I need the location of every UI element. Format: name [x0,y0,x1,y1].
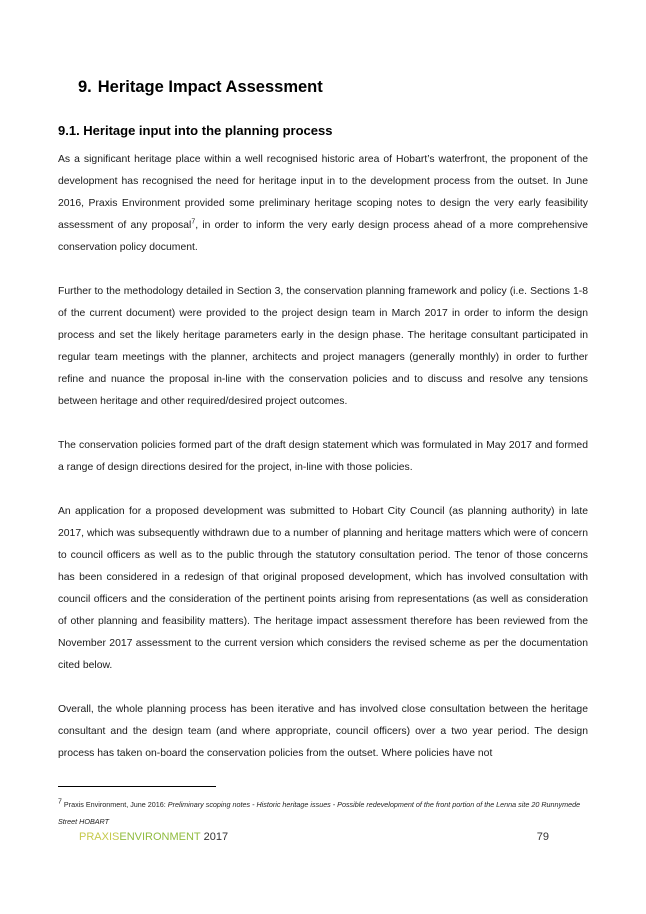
page-number: 79 [536,831,549,843]
page-footer [79,831,549,843]
section-title: Heritage Impact Assessment [97,78,323,96]
paragraph-2: Further to the methodology detailed in Section 3, the conservation planning framework and policy (i.e. Sections 1-8 of the current document) were provided to the project design team in March 2017 in order to inform the design process and set the likely heritage parameters early in the design phase. The heritage consultant participated in regular team meetings with the planner, architects and project managers (generally monthly) in order to further refine and nuance the proposal in-line with the conservation policies and to discuss and resolve any tensions between heritage and other required/desired project outcomes. [58,286,588,407]
paragraph-4: An application for a proposed development was submitted to Hobart City Council (as planning authority) in late 2017, which was subsequently withdrawn due to a number of planning and heritage matters which were of concern to council officers as well as to the public through the statutory consultation period. The tenor of those concerns has been considered in a redesign of that original proposed development, which has involved consultation with council officers and the consideration of the pertinent points arising from representations (as well as consideration of other planning and feasibility matters). The heritage impact assessment therefore has been reviewed from the November 2017 assessment to the current version which considers the revised scheme as per the documentation cited below. [58,506,588,671]
section-number: 9. [78,78,92,96]
section-heading [78,78,323,97]
footer-year: 2017 [203,831,229,843]
paragraph-1 [58,149,588,259]
subsection-heading: 9.1. Heritage input into the planning process [58,123,333,138]
footer-brand-part2: ENVIRONMENT [119,831,201,843]
paragraph-3: The conservation policies formed part of the draft design statement which was formulated in May 2017 and formed a range of design directions desired for the project, in-line with those policies. [58,440,588,473]
footnote-marker: 7 [58,798,62,806]
footnote-reference[interactable]: 7 [191,218,196,226]
footer-brand-part1: PRAXIS [79,831,120,843]
paragraph-1-text-a: As a significant heritage place within a well recognised historic area of Hobart’s waterfront, the proponent of the development has recognised the need for heritage input in to the development process from the outset. In June 2016, Praxis Environment provided some preliminary heritage scoping notes to design the very early feasibility assessment of any proposal [58,154,588,231]
footnote-separator [58,786,216,787]
paragraph-5: Overall, the whole planning process has been iterative and has involved close consultation between the heritage consultant and the design team (and where appropriate, council officers) over a two year period. The design process has taken on-board the conservation policies from the outset. Where policies have not [58,704,588,759]
body-text [58,149,588,765]
footnote-title: Preliminary scoping notes - Historic heritage issues - Possible redevelopment of the front portion of the Lenna site 20 Runnymede Street HOBART [58,800,581,826]
paragraph-1-text-b: , in order to inform the very early design process ahead of a more comprehensive conservation policy document. [58,220,588,253]
footnote [58,796,598,830]
footnote-source: Praxis Environment, June 2016: [63,800,166,809]
